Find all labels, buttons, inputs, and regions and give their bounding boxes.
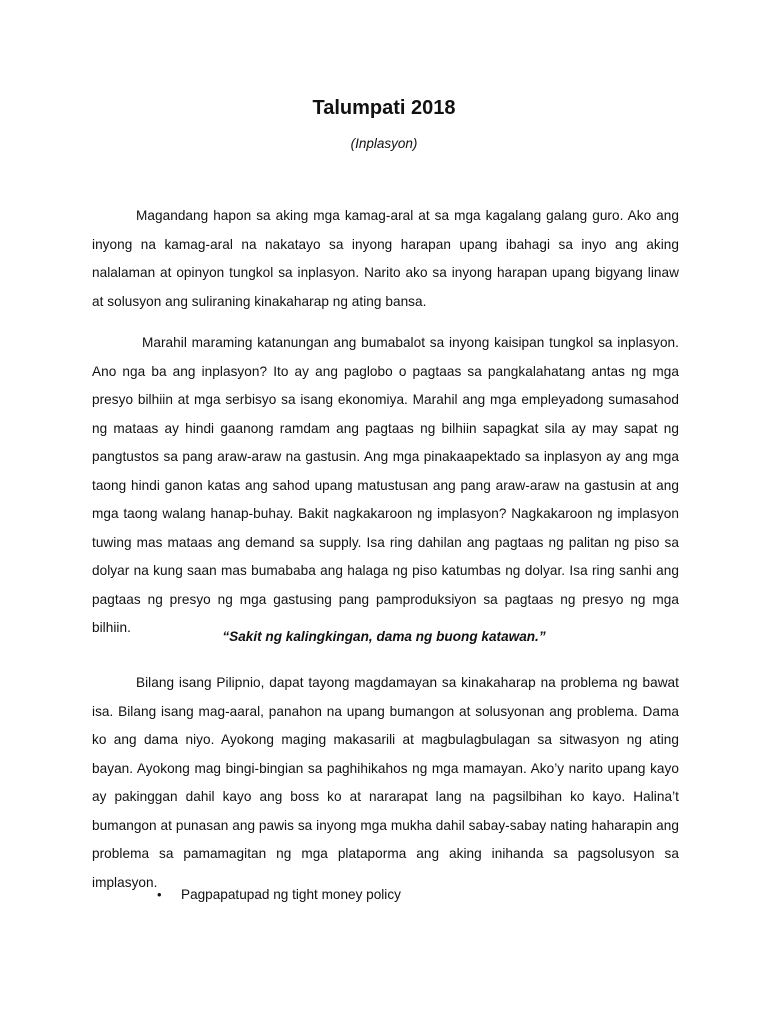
paragraph-explanation: Marahil maraming katanungan ang bumabalot sa inyong kaisipan tungkol sa inplasyon. Ano nga ba ang inplasyon? Ito ay ang paglobo o pagtaas sa pangkalahatang antas ng mga presyo bilhiin at mga serbisyo sa isang ekonomiya. Marahil ang mga empleyadong sumasahod ng mataas ay hindi gaanong ramdam ang pagtaas ng bilhiin sapagkat sila ay may sapat ng pangtustos sa pang araw-araw na gastusin. Ang mga pinakaapektado sa inplasyon ay ang mga taong hindi ganon katas ang sahod upang matustusan ang pang araw-araw na gastusin at ang mga taong walang hanap-buhay. Bakit nagkakaroon ng implasyon? Nagkakaroon ng implasyon tuwing mas mataas ang demand sa supply. Isa ring dahilan ang pagtaas ng palitan ng piso sa dolyar na kung saan mas bumababa ang halaga ng piso katumbas ng dolyar. Isa ring sanhi ang pagtaas ng presyo ng mga gastusing pang pamproduksiyon sa pagtaas ng presyo ng mga bilhiin. <box>92 335 679 635</box>
bullet-icon: • <box>157 887 162 902</box>
paragraph-intro: Magandang hapon sa aking mga kamag-aral at sa mga kagalang galang guro. Ako ang inyong na kamag-aral na nakatayo sa inyong harapan upang ibahagi sa inyo ang aking nalalaman at opinyon tungkol sa inplasyon. Narito ako sa inyong harapan upang bigyang linaw at solusyon ang suliraning kinakaharap ng ating bansa. <box>92 208 679 309</box>
paragraph-call-to-action: Bilang isang Pilipnio, dapat tayong magdamayan sa kinakaharap na problema ng bawat isa. Bilang isang mag-aaral, panahon na upang bumangon at solusyonan ang problema. Dama ko ang dama niyo. Ayokong maging makasarili at magbulagbulagan sa sitwasyon ng ating bayan. Ayokong mag bingi-bingian sa paghihikahos ng mga mamayan. Ako’y narito upang kayo ay pakinggan dahil kayo ang boss ko at nararapat lang na pagsilbihan ko kayo. Halina’t bumangon at punasan ang pawis sa inyong mga mukha dahil sabay-sabay nating haharapin ang problema sa pamamagitan ng mga plataporma ang aking inihanda sa pagsolusyon sa implasyon. <box>92 675 679 890</box>
document-subtitle: (Inplasyon) <box>350 136 418 151</box>
bullet-text: Pagpapatupad ng tight money policy <box>181 887 401 902</box>
quote-line: “Sakit ng kalingkingan, dama ng buong katawan.” <box>222 629 546 644</box>
bullet-list <box>157 884 401 906</box>
document-title: Talumpati 2018 <box>312 97 456 119</box>
list-item <box>157 884 401 906</box>
